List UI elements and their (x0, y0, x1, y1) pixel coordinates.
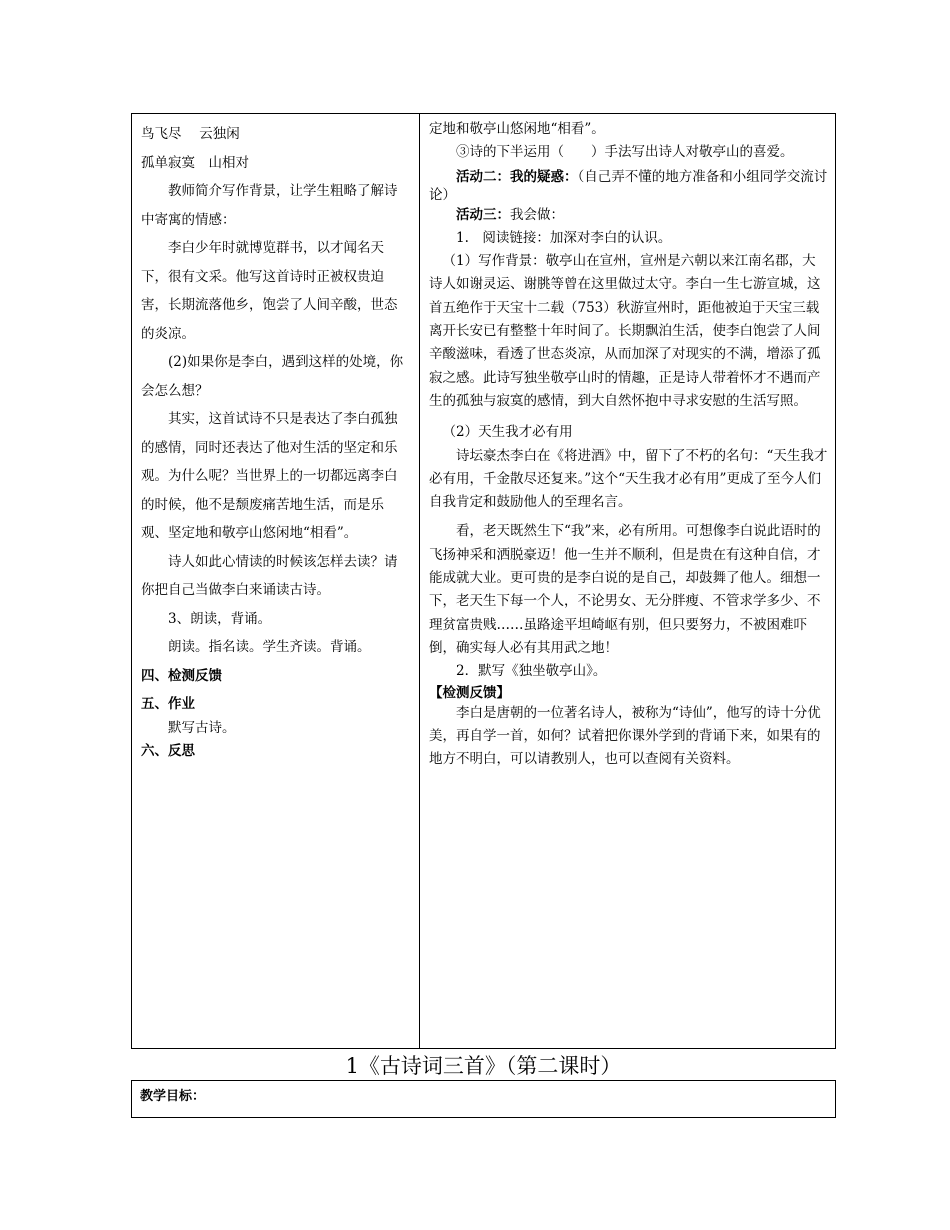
paragraph: 默写古诗。 (168, 719, 236, 736)
paragraph: 诗坛豪杰李白在《将进酒》中，留下了不朽的名句：“天生我才必有用，千金散尽还复来。”这个“天生我才必有用”更成了至今人们自我肯定和鼓励他人的至理名言。 (429, 447, 828, 511)
page-title: 1《古诗词三首》（第二课时） (345, 1054, 622, 1078)
paragraph: (2)如果你是李白，遇到这样的处境，你会怎么想？ (141, 354, 404, 399)
poem-line-2: 孤单寂寞 山相对 (141, 154, 249, 171)
paragraph: （2）天生我才必有用 (442, 424, 573, 441)
paragraph: 教师简介写作背景，让学生粗略了解诗中寄寓的情感： (141, 183, 398, 228)
paragraph: 朗读。指名读。学生齐读。背诵。 (168, 639, 371, 655)
paragraph: 看，老天既然生下“我”来，必有所用。可想像李白说此语时的飞扬神采和洒脱豪迈！他一生并不顺利，但是贵在有这种自信，才能成就大业。更可贵的是李白说的是自己，却鼓舞了他人。细想一下，老天生下每一个人，不论男女、无分胖瘦、不管求学多少、不理贫富贵贱……虽路途平坦崎岖有别，但只要努力，不被困难吓倒，确实每人必有其用武之地！ (429, 523, 821, 656)
activity-3-label: 活动三： (456, 206, 510, 223)
paragraph: 李白少年时就博览群书，以才闻名天下，很有文采。他写这首诗时正被权贵迫害，长期流落他乡，饱尝了人间辛酸，世态的炎凉。 (141, 240, 398, 342)
section-heading-reflection: 六、反思 (141, 742, 195, 759)
activity-3 (429, 204, 828, 227)
paragraph: ③诗的下半运用（ ）手法写出诗人对敬亭山的喜爱。 (456, 144, 794, 161)
paragraph: 诗人如此心情读的时候该怎样去读？请你把自己当做李白来诵读古诗。 (141, 553, 398, 598)
paragraph: 1. 阅读链接：加深对李白的认识。 (456, 229, 672, 246)
lesson-table (131, 113, 836, 1049)
right-column (420, 114, 837, 771)
teaching-goal-box (131, 1080, 836, 1118)
section-heading-feedback: 四、检测反馈 (141, 667, 222, 684)
activity-2-label: 活动二：我的疑惑： (456, 168, 578, 185)
section-heading-homework: 五、作业 (141, 696, 195, 712)
paragraph: （1）写作背景：敬亭山在宣州，宣州是六朝以来江南名郡，大诗人如谢灵运、谢朓等曾在这里做过太守。李白一生七游宣城，这首五绝作于天宝十二载（753）秋游宣州时，距他被迫于天宝三载离开长安已有整整十年时间了。长期飘泊生活，使李白饱尝了人间辛酸滋味，看透了世态炎凉，从而加深了对现实的不满，增添了孤寂之感。此诗写独坐敬亭山时的情趣，正是诗人带着怀才不遇而产生的孤独与寂寞的感情，到大自然怀抱中寻求安慰的生活写照。 (429, 253, 821, 409)
paragraph: 3、朗读，背诵。 (168, 610, 272, 627)
poem-line-1: 鸟飞尽 云独闲 (141, 126, 240, 142)
paragraph: 2．默写《独坐敬亭山》。 (456, 663, 607, 680)
paragraph: 定地和敬亭山悠闲地“相看”。 (429, 121, 605, 137)
activity-3-text: 我会做： (510, 206, 564, 223)
activity-2 (429, 168, 828, 204)
activity-2-text: （自己弄不懂的地方准备和小组同学交流讨论） (429, 168, 828, 203)
left-column (132, 114, 419, 765)
paragraph: 其实，这首试诗不只是表达了李白孤独的感情，同时还表达了他对生活的坚定和乐观。为什么呢？当世界上的一切都远离李白的时候，他不是颓废痛苦地生活，而是乐观、坚定地和敬亭山悠闲地“相看”。 (141, 411, 398, 541)
teaching-goal-label: 教学目标： (140, 1089, 206, 1104)
paragraph: 李白是唐朝的一位著名诗人，被称为“诗仙”，他写的诗十分优美，再自学一首，如何？试着把你课外学到的背诵下来，如果有的地方不明白，可以请教别人，也可以查阅有关资料。 (429, 704, 821, 768)
feedback-heading: 【检测反馈】 (429, 684, 510, 701)
